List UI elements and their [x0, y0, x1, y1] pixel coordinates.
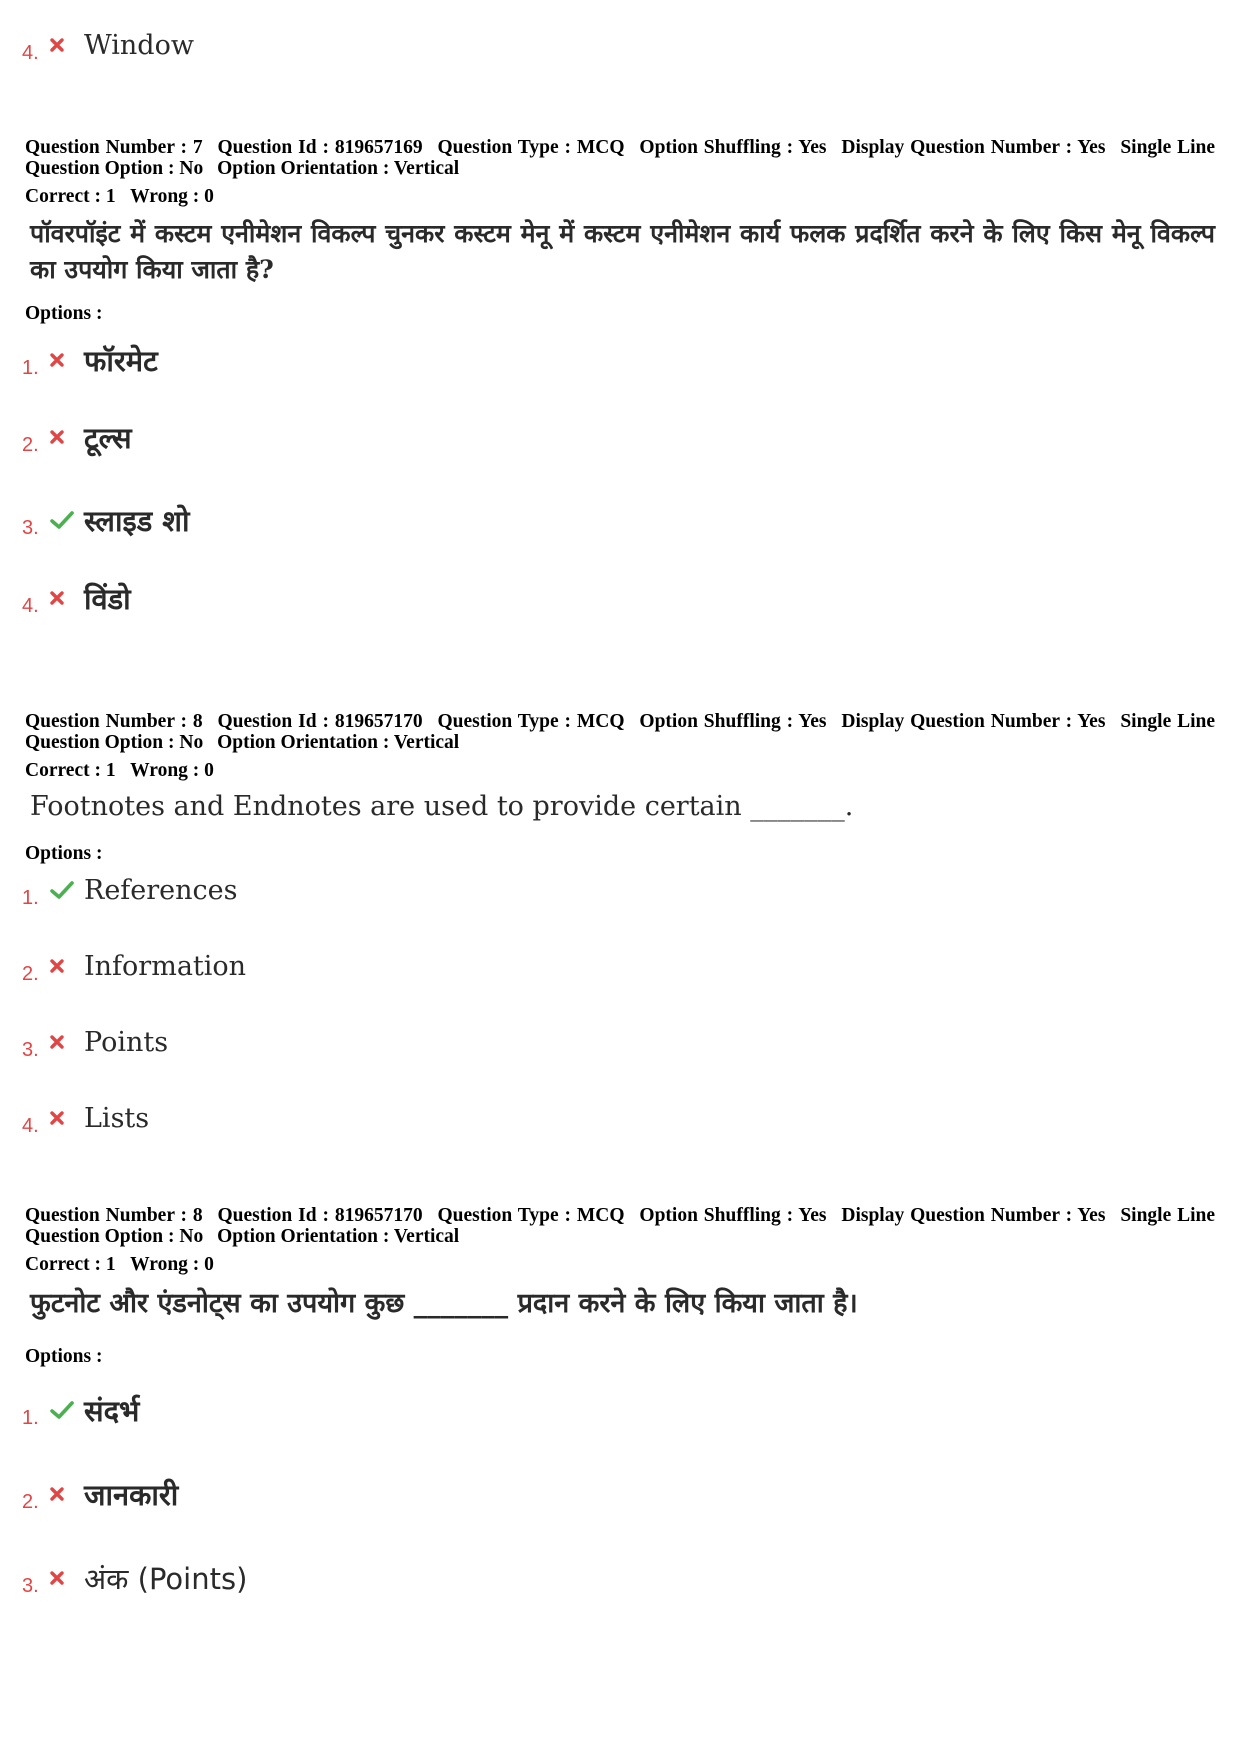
option-text: जानकारी	[84, 1477, 179, 1512]
options-label: Options :	[25, 303, 103, 324]
option-row	[22, 25, 194, 65]
question-text: Footnotes and Endnotes are used to provide certain _______.	[30, 791, 854, 822]
option-text: अंक (Points)	[84, 1561, 248, 1596]
cross-icon	[50, 959, 84, 973]
option-row	[22, 1022, 168, 1062]
single-line-option: Single Line Question Option : No	[25, 1205, 1216, 1247]
option-number: 1.	[22, 1406, 39, 1429]
option-text: टूल्स	[84, 420, 132, 455]
question-id: Question Id : 819657169	[217, 137, 423, 158]
cross-icon	[50, 1571, 84, 1585]
option-row	[22, 500, 190, 540]
option-row	[22, 1558, 247, 1598]
option-row	[22, 578, 131, 618]
option-number: 4.	[22, 41, 39, 64]
single-line-option: Single Line Question Option : No	[25, 137, 1216, 179]
correct-marks: Correct : 1	[25, 760, 116, 781]
cross-icon	[50, 430, 84, 444]
question-type: Question Type : MCQ	[437, 1205, 625, 1226]
option-text: संदर्भ	[84, 1393, 140, 1428]
option-row	[22, 1390, 139, 1430]
question-id: Question Id : 819657170	[217, 1205, 423, 1226]
question-number: Question Number : 8	[25, 711, 203, 732]
option-text: फॉरमेट	[84, 343, 158, 378]
cross-icon	[50, 591, 84, 605]
option-shuffling: Option Shuffling : Yes	[639, 1205, 827, 1226]
cross-icon	[50, 38, 84, 52]
option-number: 4.	[22, 594, 39, 617]
score-info	[25, 1254, 224, 1275]
options-label: Options :	[25, 1346, 103, 1367]
option-orientation: Option Orientation : Vertical	[217, 1226, 460, 1247]
single-line-option: Single Line Question Option : No	[25, 711, 1216, 753]
option-orientation: Option Orientation : Vertical	[217, 732, 460, 753]
option-row	[22, 946, 246, 986]
question-number: Question Number : 8	[25, 1205, 203, 1226]
wrong-marks: Wrong : 0	[130, 186, 214, 207]
score-info	[25, 186, 224, 207]
question-type: Question Type : MCQ	[437, 137, 625, 158]
question-meta	[25, 711, 1215, 753]
option-number: 1.	[22, 356, 39, 379]
option-number: 3.	[22, 516, 39, 539]
display-question-number: Display Question Number : Yes	[841, 711, 1106, 732]
wrong-marks: Wrong : 0	[130, 760, 214, 781]
option-row	[22, 1098, 149, 1138]
option-number: 4.	[22, 1114, 39, 1137]
option-number: 2.	[22, 433, 39, 456]
cross-icon	[50, 1111, 84, 1125]
option-text: References	[84, 874, 238, 906]
option-row	[22, 340, 158, 380]
option-text: Points	[84, 1026, 169, 1058]
option-text: Information	[84, 950, 247, 982]
question-number: Question Number : 7	[25, 137, 203, 158]
cross-icon	[50, 1487, 84, 1501]
question-text: फुटनोट और एंडनोट्स का उपयोग कुछ _______ प्रदान करने के लिए किया जाता है।	[30, 1288, 858, 1319]
option-number: 3.	[22, 1574, 39, 1597]
option-text: Lists	[84, 1102, 150, 1134]
option-row	[22, 1474, 178, 1514]
option-shuffling: Option Shuffling : Yes	[639, 137, 827, 158]
option-shuffling: Option Shuffling : Yes	[639, 711, 827, 732]
option-row	[22, 417, 132, 457]
display-question-number: Display Question Number : Yes	[841, 137, 1106, 158]
display-question-number: Display Question Number : Yes	[841, 1205, 1106, 1226]
check-icon	[50, 510, 84, 530]
option-number: 2.	[22, 1490, 39, 1513]
correct-marks: Correct : 1	[25, 1254, 116, 1275]
option-number: 1.	[22, 886, 39, 909]
question-text: पॉवरपॉइंट में कस्टम एनीमेशन विकल्प चुनकर कस्टम मेनू में कस्टम एनीमेशन कार्य फलक प्रदर्शित करने के लिए किस मेनू विकल्प का उपयोग किया जाता है?	[30, 219, 1215, 284]
option-number: 2.	[22, 962, 39, 985]
check-icon	[50, 880, 84, 900]
correct-marks: Correct : 1	[25, 186, 116, 207]
cross-icon	[50, 1035, 84, 1049]
question-meta	[25, 1205, 1215, 1247]
question-type: Question Type : MCQ	[437, 711, 625, 732]
option-text: स्लाइड शो	[84, 503, 190, 538]
cross-icon	[50, 353, 84, 367]
question-meta	[25, 137, 1215, 179]
question-id: Question Id : 819657170	[217, 711, 423, 732]
check-icon	[50, 1400, 84, 1420]
options-label: Options :	[25, 843, 103, 864]
option-row	[22, 870, 238, 910]
option-number: 3.	[22, 1038, 39, 1061]
option-orientation: Option Orientation : Vertical	[217, 158, 460, 179]
option-text: Window	[84, 29, 194, 61]
score-info	[25, 760, 224, 781]
option-text: विंडो	[84, 581, 131, 616]
wrong-marks: Wrong : 0	[130, 1254, 214, 1275]
